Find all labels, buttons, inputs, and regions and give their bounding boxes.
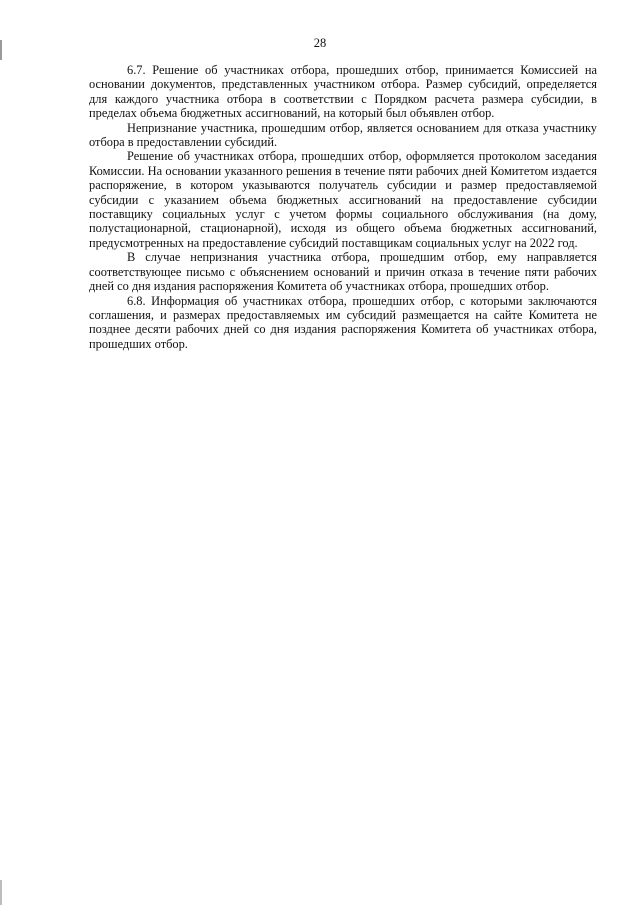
document-body <box>89 63 597 351</box>
paragraph-commission-decision: Решение об участниках отбора, прошедших отбор, оформляется протоколом заседания Комиссии. На основании указанного решения в течение пяти рабочих дней Комитетом издается распоряжение, в котором указываются получатель субсидии и размер предоставляемой субсидии с указанием объема бюджетных ассигнований на предоставление субсидии поставщику социальных услуг с учетом формы социального обслуживания (на дому, полустационарной, стационарной), исходя из общего объема бюджетных ассигнований, предусмотренных на предоставление субсидий поставщикам социальных услуг на 2022 год. <box>89 149 597 250</box>
paragraph-refusal-letter: В случае непризнания участника отбора, прошедшим отбор, ему направляется соответствующее письмо с объяснением оснований и причин отказа в течение пяти рабочих дней со дня издания распоряжения Комитета об участниках отбора, прошедших отбор. <box>89 250 597 294</box>
paragraph-nonrecognition: Непризнание участника, прошедшим отбор, является основанием для отказа участнику отбора в предоставлении субсидий. <box>89 120 597 150</box>
page-number: 28 <box>313 36 327 50</box>
paragraph-6-8: 6.8. Информация об участниках отбора, прошедших отбор, с которыми заключаются соглашения, и размерах предоставляемых им субсидий размещается на сайте Комитета не позднее десяти рабочих дней со дня издания распоряжения Комитета об участниках отбора, прошедших отбор. <box>89 293 597 351</box>
paragraph-6-7: 6.7. Решение об участниках отбора, прошедших отбор, принимается Комиссией на основании документов, представленных участником отбора. Размер субсидий, определяется для каждого участника отбора в соответствии с Порядком расчета размера субсидии, в пределах объема бюджетных ассигнований, на который был объявлен отбор. <box>89 63 597 121</box>
page-edge-mark-lower <box>0 880 2 905</box>
